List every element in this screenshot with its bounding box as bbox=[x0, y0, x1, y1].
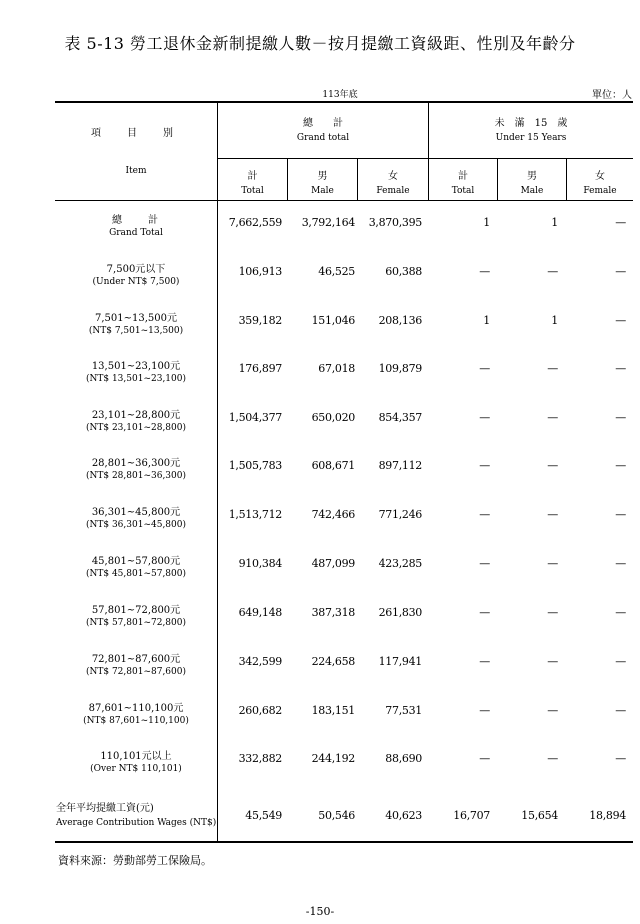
table-cell: — bbox=[547, 411, 558, 424]
subheader-female bbox=[358, 167, 428, 196]
subheader-male bbox=[498, 167, 566, 196]
data-source-note: 資料來源：勞動部勞工保險局。 bbox=[58, 854, 212, 867]
subheader-en: Total bbox=[451, 186, 475, 196]
subheader-zh: 男 bbox=[527, 171, 537, 182]
table-cell: — bbox=[479, 655, 490, 668]
table-cell: 224,658 bbox=[311, 655, 355, 668]
table-cell: — bbox=[615, 459, 626, 472]
subheader-zh: 女 bbox=[595, 171, 605, 182]
row-label-zh: 7,501~13,500元 bbox=[95, 313, 177, 324]
table-cell: — bbox=[615, 655, 626, 668]
row-label-zh: 45,801~57,800元 bbox=[91, 556, 181, 567]
header-mid-rule bbox=[218, 158, 633, 159]
table-cell: 608,671 bbox=[311, 459, 355, 472]
row-label-zh: 13,501~23,100元 bbox=[91, 361, 181, 372]
subheader-zh: 女 bbox=[388, 171, 398, 182]
subheader-zh: 計 bbox=[247, 171, 258, 182]
table-cell: 423,285 bbox=[378, 557, 422, 570]
row-label-en: (NT$ 13,501~23,100) bbox=[85, 374, 186, 384]
row-label bbox=[55, 264, 217, 288]
table-cell: — bbox=[615, 216, 626, 229]
table-cell: 7,662,559 bbox=[228, 216, 282, 229]
table-cell: 260,682 bbox=[238, 704, 282, 717]
subheader-en: Female bbox=[376, 186, 410, 196]
table-cell: 897,112 bbox=[378, 459, 422, 472]
row-label-en: Grand Total bbox=[109, 228, 163, 238]
under15-zh: 未 滿 15 歲 bbox=[494, 118, 568, 129]
row-label bbox=[55, 458, 217, 482]
table-cell: 854,357 bbox=[378, 411, 422, 424]
subheader-zh: 計 bbox=[458, 171, 468, 182]
table-cell: — bbox=[479, 362, 490, 375]
row-label bbox=[55, 507, 217, 531]
subheader-zh: 男 bbox=[317, 171, 328, 182]
table-cell: — bbox=[547, 459, 558, 472]
table-cell: 183,151 bbox=[311, 704, 355, 717]
table-cell: — bbox=[547, 362, 558, 375]
row-label bbox=[55, 654, 217, 678]
table-cell: — bbox=[615, 606, 626, 619]
under15-header bbox=[429, 114, 633, 143]
table-cell: 1 bbox=[483, 314, 490, 327]
table-cell: 176,897 bbox=[238, 362, 282, 375]
table-year: 113年底 bbox=[322, 90, 358, 100]
table-cell: — bbox=[615, 411, 626, 424]
table-cell: — bbox=[615, 752, 626, 765]
table-cell: — bbox=[547, 265, 558, 278]
table-cell: 106,913 bbox=[238, 265, 282, 278]
table-cell: 359,182 bbox=[238, 314, 282, 327]
row-label-en: (NT$ 28,801~36,300) bbox=[85, 471, 186, 481]
table-cell: 1 bbox=[551, 314, 558, 327]
table-cell: 1,513,712 bbox=[228, 508, 282, 521]
table-cell: 261,830 bbox=[378, 606, 422, 619]
table-cell: — bbox=[615, 557, 626, 570]
table-cell: 3,792,164 bbox=[301, 216, 355, 229]
table-top-rule bbox=[55, 101, 633, 103]
header-bottom-rule bbox=[55, 200, 633, 201]
grand-total-zh: 總 計 bbox=[303, 118, 343, 129]
subheader-total bbox=[429, 167, 497, 196]
table-cell: 208,136 bbox=[378, 314, 422, 327]
row-label-en: (NT$ 23,101~28,800) bbox=[85, 423, 186, 433]
table-unit: 單位：人 bbox=[592, 90, 632, 101]
table-cell: — bbox=[615, 265, 626, 278]
table-cell: 742,466 bbox=[311, 508, 355, 521]
subheader-en: Female bbox=[583, 186, 617, 196]
avg-wage-cell: 45,549 bbox=[245, 809, 282, 822]
row-label-en: (NT$ 7,501~13,500) bbox=[88, 326, 184, 336]
table-cell: — bbox=[479, 411, 490, 424]
row-label-zh: 23,101~28,800元 bbox=[91, 410, 181, 421]
under15-en: Under 15 Years bbox=[495, 133, 567, 143]
table-cell: 88,690 bbox=[385, 752, 422, 765]
table-cell: — bbox=[479, 704, 490, 717]
table-cell: — bbox=[479, 265, 490, 278]
avg-wage-label-zh: 全年平均提繳工資(元) bbox=[56, 803, 154, 814]
table-cell: — bbox=[547, 606, 558, 619]
table-cell: 650,020 bbox=[311, 411, 355, 424]
avg-wage-cell: 15,654 bbox=[521, 809, 558, 822]
table-cell: — bbox=[615, 362, 626, 375]
table-cell: — bbox=[479, 557, 490, 570]
table-cell: 1,504,377 bbox=[228, 411, 282, 424]
row-label-en: (NT$ 36,301~45,800) bbox=[85, 520, 186, 530]
row-label bbox=[55, 361, 217, 385]
row-label-en: (Over NT$ 110,101) bbox=[90, 764, 182, 774]
row-label bbox=[55, 313, 217, 337]
row-label bbox=[55, 703, 217, 727]
subheader-en: Total bbox=[241, 186, 264, 196]
avg-wage-cell: 16,707 bbox=[453, 809, 490, 822]
table-cell: 1 bbox=[551, 216, 558, 229]
table-cell: — bbox=[479, 606, 490, 619]
table-cell: 1 bbox=[483, 216, 490, 229]
table-cell: — bbox=[547, 655, 558, 668]
row-label bbox=[55, 215, 217, 239]
table-cell: — bbox=[547, 752, 558, 765]
table-cell: 387,318 bbox=[311, 606, 355, 619]
row-label-zh: 72,801~87,600元 bbox=[91, 654, 181, 665]
row-label-zh: 總 計 bbox=[112, 215, 160, 226]
table-cell: 487,099 bbox=[311, 557, 355, 570]
table-cell: 1,505,783 bbox=[228, 459, 282, 472]
avg-wage-label-en: Average Contribution Wages (NT$) bbox=[56, 818, 217, 828]
subheader-female bbox=[567, 167, 633, 196]
row-label-zh: 57,801~72,800元 bbox=[91, 605, 181, 616]
table-cell: — bbox=[547, 704, 558, 717]
table-cell: 77,531 bbox=[385, 704, 422, 717]
subheader-total bbox=[218, 167, 287, 196]
table-cell: 46,525 bbox=[318, 265, 355, 278]
avg-wage-cell: 18,894 bbox=[589, 809, 626, 822]
row-label-en: (NT$ 45,801~57,800) bbox=[85, 569, 186, 579]
table-cell: — bbox=[479, 752, 490, 765]
row-label-zh: 7,500元以下 bbox=[106, 264, 166, 275]
grand-total-en: Grand total bbox=[296, 133, 350, 143]
table-cell: — bbox=[615, 314, 626, 327]
row-label-en: (NT$ 87,601~110,100) bbox=[83, 716, 189, 726]
row-label-zh: 110,101元以上 bbox=[100, 751, 172, 762]
table-cell: 151,046 bbox=[311, 314, 355, 327]
table-cell: 117,941 bbox=[378, 655, 422, 668]
table-cell: 244,192 bbox=[311, 752, 355, 765]
table-cell: 109,879 bbox=[378, 362, 422, 375]
row-label-zh: 28,801~36,300元 bbox=[91, 458, 181, 469]
subheader-en: Male bbox=[311, 186, 334, 196]
table-cell: 910,384 bbox=[238, 557, 282, 570]
table-cell: 649,148 bbox=[238, 606, 282, 619]
table-cell: 771,246 bbox=[378, 508, 422, 521]
table-cell: — bbox=[615, 508, 626, 521]
page-number: -150- bbox=[305, 905, 335, 918]
table-cell: 342,599 bbox=[238, 655, 282, 668]
item-header-en: Item bbox=[125, 166, 147, 176]
subheader-en: Male bbox=[520, 186, 544, 196]
table-cell: 67,018 bbox=[318, 362, 355, 375]
row-label-en: (NT$ 72,801~87,600) bbox=[85, 667, 186, 677]
subheader-male bbox=[288, 167, 357, 196]
row-label-en: (NT$ 57,801~72,800) bbox=[85, 618, 186, 628]
table-cell: — bbox=[547, 557, 558, 570]
item-header-zh: 項 目 別 bbox=[91, 128, 181, 139]
avg-wage-cell: 40,623 bbox=[385, 809, 422, 822]
table-cell: — bbox=[479, 508, 490, 521]
table-cell: 332,882 bbox=[238, 752, 282, 765]
row-label bbox=[55, 410, 217, 434]
row-label-zh: 36,301~45,800元 bbox=[91, 507, 181, 518]
row-label bbox=[55, 751, 217, 775]
page-title: 表 5-13 勞工退休金新制提繳人數－按月提繳工資級距、性別及年齡分 bbox=[64, 34, 576, 53]
table-cell: — bbox=[615, 704, 626, 717]
row-label-zh: 87,601~110,100元 bbox=[88, 703, 184, 714]
table-cell: — bbox=[547, 508, 558, 521]
table-cell: 3,870,395 bbox=[368, 216, 422, 229]
table-bottom-rule bbox=[55, 841, 633, 843]
row-label bbox=[55, 556, 217, 580]
row-label bbox=[55, 605, 217, 629]
row-label-en: (Under NT$ 7,500) bbox=[92, 277, 180, 287]
table-cell: 60,388 bbox=[385, 265, 422, 278]
avg-wage-cell: 50,546 bbox=[318, 809, 355, 822]
grand-total-header bbox=[218, 114, 428, 143]
table-cell: — bbox=[479, 459, 490, 472]
